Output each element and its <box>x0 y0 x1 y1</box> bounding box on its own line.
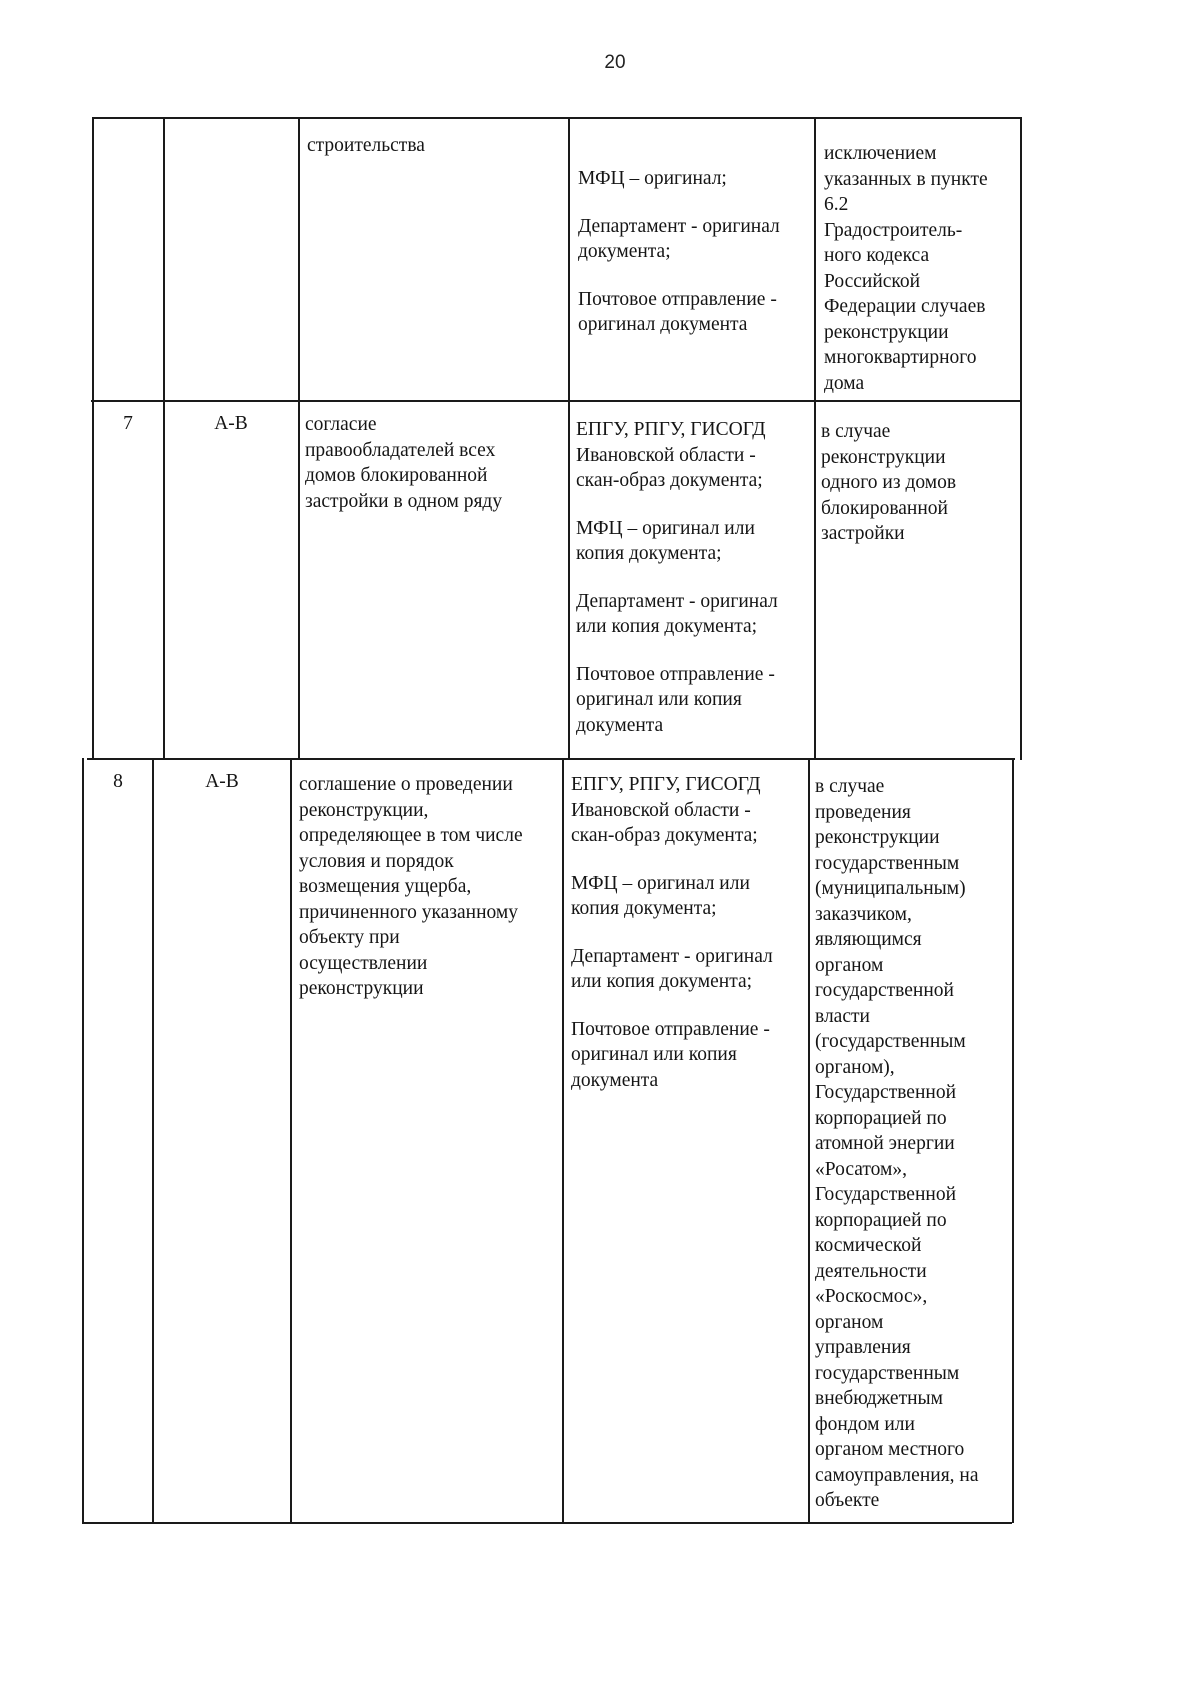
condition-cell <box>815 774 1011 1514</box>
submission-method-cell <box>576 417 812 738</box>
method-paragraph: Почтовое отправление - оригинал или копия документа <box>571 1018 770 1091</box>
column-divider <box>808 758 810 1523</box>
method-paragraph: Департамент - оригинал или копия документа; <box>571 945 773 992</box>
table-right-border <box>1020 117 1022 760</box>
page-number: 20 <box>604 52 626 73</box>
row-divider <box>91 400 1020 402</box>
condition-text: в случае проведения реконструкции государственным (муниципальным) заказчиком, являющимся органом государственной власти (государственным органом), Государственной корпорацией по атомной энергии «Росатом», Государственной корпорацией по космической деятельности «Роскосмос», органом управления государственным внебюджетным фондом или органом местного самоуправления, на объекте <box>815 776 979 1511</box>
method-paragraph: МФЦ – оригинал; <box>578 168 727 189</box>
method-paragraph: МФЦ – оригинал или копия документа; <box>571 872 750 919</box>
method-paragraph: МФЦ – оригинал или копия документа; <box>576 517 755 564</box>
row-number: 7 <box>123 413 133 434</box>
condition-text: исключением указанных в пункте 6.2 Градостроитель- ного кодекса Российской Федерации случаев реконструкции многоквартирного дома <box>824 143 988 394</box>
method-paragraph: ЕПГУ, РПГУ, ГИСОГД Ивановской области - скан-образ документа; <box>576 419 766 491</box>
table-right-border <box>1012 758 1014 1523</box>
table-bottom-border <box>82 1522 1012 1524</box>
category-code: А-В <box>205 771 239 792</box>
submission-method-cell <box>578 166 812 338</box>
method-paragraph: Департамент - оригинал или копия документа; <box>576 590 778 637</box>
table-left-border <box>82 758 84 1523</box>
column-divider <box>152 758 154 1523</box>
table-left-border <box>92 117 94 760</box>
document-cell <box>305 412 563 514</box>
method-paragraph: ЕПГУ, РПГУ, ГИСОГД Ивановской области - скан-образ документа; <box>571 774 761 846</box>
method-paragraph: Почтовое отправление - оригинал документа <box>578 288 777 335</box>
row-divider <box>87 758 1015 760</box>
column-divider <box>568 117 570 760</box>
column-divider <box>562 758 564 1523</box>
column-divider <box>298 117 300 760</box>
document-text: соглашение о проведении реконструкции, определяющее в том числе условия и порядок возмещения ущерба, причиненного указанному объекту при осуществлении реконструкции <box>299 774 523 999</box>
method-paragraph: Департамент - оригинал документа; <box>578 215 780 262</box>
document-cell <box>299 772 561 1002</box>
column-divider <box>290 758 292 1523</box>
condition-cell <box>821 419 1017 547</box>
category-code: А-В <box>214 413 248 434</box>
column-divider <box>163 117 165 760</box>
column-divider <box>814 117 816 760</box>
document-text: строительства <box>307 135 425 156</box>
condition-cell <box>824 141 1018 396</box>
document-text: согласие правообладателей всех домов блокированной застройки в одном ряду <box>305 414 503 512</box>
document-cell <box>307 133 562 159</box>
row-number: 8 <box>113 771 123 792</box>
condition-text: в случае реконструкции одного из домов блокированной застройки <box>821 421 957 544</box>
submission-method-cell <box>571 772 806 1093</box>
method-paragraph: Почтовое отправление - оригинал или копия документа <box>576 663 775 736</box>
table-top-border <box>94 117 1022 119</box>
